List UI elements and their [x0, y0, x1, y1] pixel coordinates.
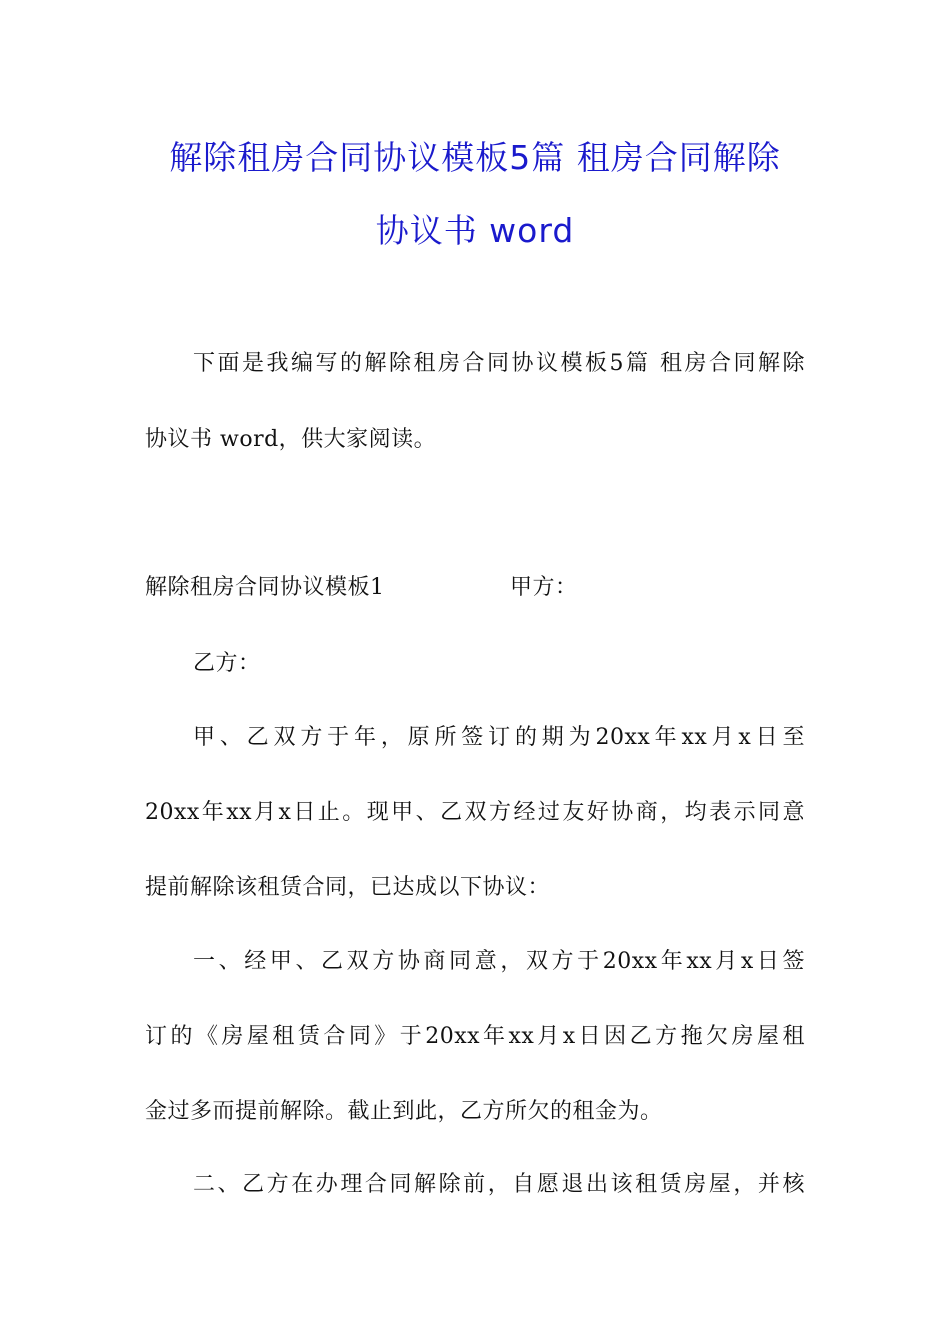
section-heading: 解除租房合同协议模板1 [145, 575, 385, 600]
document-title-line-1: 解除租房合同协议模板5篇 租房合同解除 [169, 138, 781, 177]
paragraph-1-line-2: 20xx年xx月x日止。现甲、乙双方经过友好协商，均表示同意 [145, 800, 805, 825]
party-b-label: 乙方： [193, 651, 261, 676]
intro-line-1: 下面是我编写的解除租房合同协议模板5篇 租房合同解除 [193, 351, 805, 376]
intro-line-2: 协议书 word，供大家阅读。 [145, 427, 437, 452]
paragraph-2-line-2: 订的《房屋租赁合同》于20xx年xx月x日因乙方拖欠房屋租 [145, 1024, 805, 1049]
paragraph-1-line-1: 甲、乙双方于年，原所签订的期为20xx年xx月x日至 [193, 725, 805, 750]
party-a-label: 甲方： [510, 575, 578, 600]
document-title-line-2: 协议书 word [375, 211, 575, 250]
paragraph-2-line-3: 金过多而提前解除。截止到此，乙方所欠的租金为。 [145, 1099, 663, 1124]
paragraph-3-line-1: 二、乙方在办理合同解除前，自愿退出该租赁房屋，并核 [193, 1172, 805, 1197]
paragraph-2-line-1: 一、经甲、乙双方协商同意，双方于20xx年xx月x日签 [193, 949, 805, 974]
paragraph-1-line-3: 提前解除该租赁合同，已达成以下协议： [145, 875, 551, 900]
